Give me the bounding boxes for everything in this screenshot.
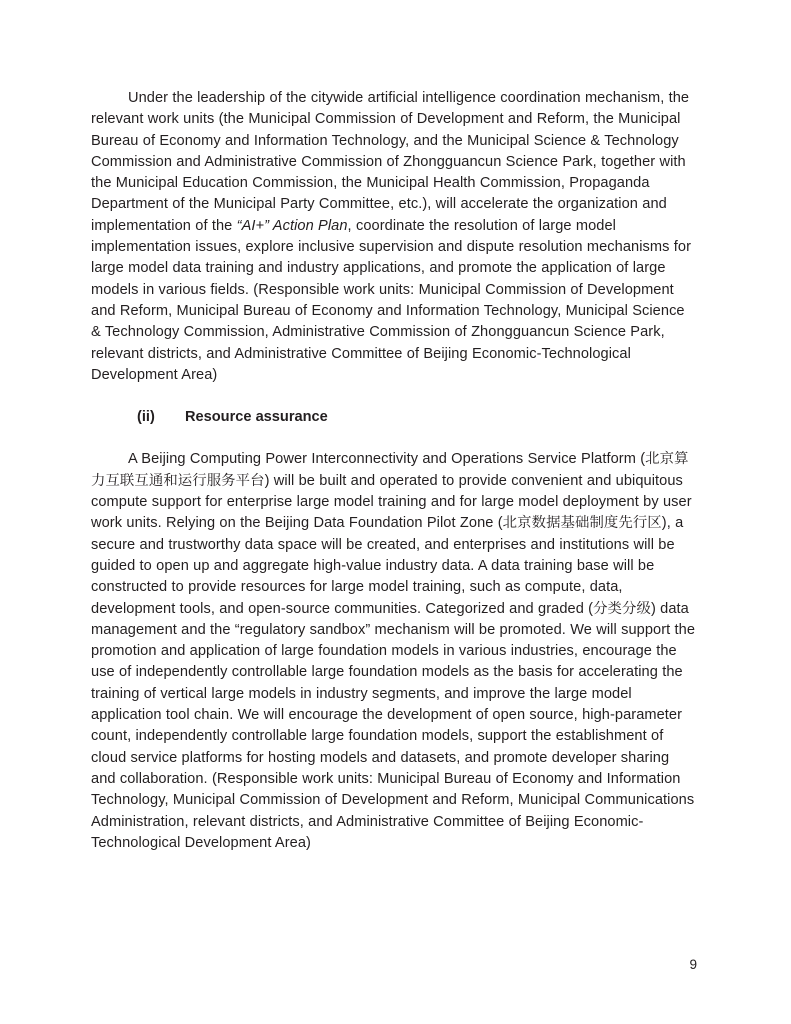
paragraph-2-part-2: ) will be built and operated to provide convenient and ubiquitous compute support for enterprise large model training and for large model deployment by user work units. Relying on the Beijing Data Foundation Pilot Zone ( (91, 472, 692, 532)
cjk-beijing-data-foundation-zone: 北京数据基础制度先行区 (502, 515, 662, 532)
paragraph-resource-assurance-body (91, 449, 697, 854)
italic-ai-plus-action-plan: “AI+” Action Plan (236, 217, 348, 234)
paragraph-2-part-4: ) data management and the “regulatory sandbox” mechanism will be promoted. We will support the promotion and application of large foundation models in various industries, encourage the use of independently controllable large foundation models as the basis for accelerating the training of vertical large models in industry segments, and improve the large model application tool chain. We will encourage the development of open source, high-parameter count, independently controllable large foundation models, support the establishment of cloud service platforms for hosting models and datasets, and promote developer sharing and collaboration. (Responsible work units: Municipal Bureau of Economy and Information Technology, Municipal Commission of Development and Reform, Municipal Communications Administration, relevant districts, and Administrative Committee of Beijing Economic-Technological Development Area) (91, 600, 696, 851)
section-heading-number: (ii) (137, 409, 155, 426)
cjk-beijing-computing-platform: 北京算力互联互通和运行服务平台 (91, 451, 689, 489)
cjk-categorized-graded: 分类分级 (593, 600, 651, 617)
page-content (91, 88, 697, 854)
spacer-after-heading (91, 428, 697, 449)
section-heading-resource-assurance (91, 407, 697, 428)
paragraph-2-part-3: ), a secure and trustworthy data space will be created, and enterprises and institutions will be guided to open up and aggregate high-value industry data. A data training base will be constructed to provide resources for large model training, such as compute, data, development tools, and open-source communities. Categorized and graded ( (91, 515, 684, 617)
paragraph-1-part-2: , coordinate the resolution of large model implementation issues, explore inclusive supervision and dispute resolution mechanisms for large model data training and industry applications, and promote the application of large models in various fields. (Responsible work units: Municipal Commission of Development and Reform, Municipal Bureau of Economy and Information Technology, Municipal Science & Technology Commission, Administrative Commission of Zhongguancun Science Park, relevant districts, and Administrative Committee of Beijing Economic-Technological Development Area) (91, 217, 692, 383)
section-heading-title: Resource assurance (185, 409, 328, 426)
paragraph-2-part-1: A Beijing Computing Power Interconnectivity and Operations Service Platform ( (128, 451, 646, 468)
spacer-before-heading (91, 386, 697, 407)
paragraph-1-part-1: Under the leadership of the citywide artificial intelligence coordination mechanism, the relevant work units (the Municipal Commission of Development and Reform, the Municipal Bureau of Economy and Information Technology, and the Municipal Science & Technology Commission and Administrative Commission of Zhongguancun Science Park, together with the Municipal Education Commission, the Municipal Health Commission, Propaganda Department of the Municipal Party Committee, etc.), will accelerate the organization and implementation of the (91, 90, 690, 234)
paragraph-leadership-coordination (91, 88, 697, 386)
page-number: 9 (689, 957, 697, 972)
